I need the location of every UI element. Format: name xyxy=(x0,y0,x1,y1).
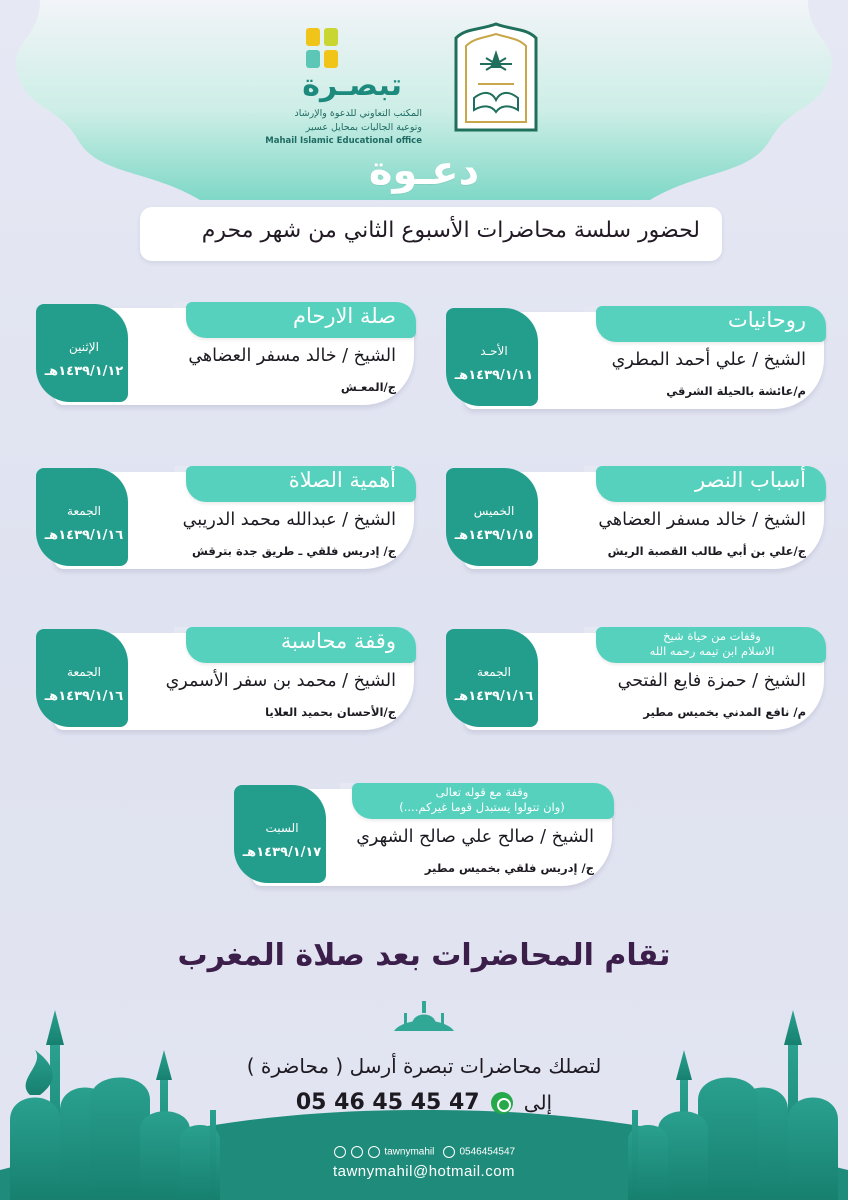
lecture-card xyxy=(36,302,420,410)
lecture-venue: ج/الأحسان بحميد العلايا xyxy=(265,705,396,719)
tabsira-name: تبصـرة xyxy=(302,68,402,103)
lecture-topic-tab xyxy=(596,627,826,663)
lecture-date-badge xyxy=(446,468,538,566)
lecture-topic-line1: وقفة مع قوله تعالى xyxy=(435,785,529,799)
lecture-venue: ج/ إدريس فلقي بخميس مطير xyxy=(424,861,594,875)
lecture-day: السبت xyxy=(265,821,299,835)
lecture-topic-line1: وقفات من حياة شيخ xyxy=(663,629,761,643)
lecture-venue: م/عائشة بالحيلة الشرقي xyxy=(666,384,806,398)
twitter-icon xyxy=(334,1146,346,1158)
whatsapp-number: 05 46 45 45 47 xyxy=(295,1090,480,1115)
lecture-topic-tab xyxy=(352,783,614,819)
lecture-venue: م/ نافع المدني بخميس مطير xyxy=(643,705,806,719)
lecture-topic: أهمية الصلاة xyxy=(288,468,396,492)
lecture-date: ١٤٣٩/١/١٦هـ xyxy=(454,689,534,704)
lecture-topic-tab xyxy=(596,306,826,342)
lecture-date-badge xyxy=(36,304,128,402)
lecture-date: ١٤٣٩/١/١٦هـ xyxy=(44,528,124,543)
lecture-topic-line2: الاسلام ابن تيمه رحمه الله xyxy=(649,644,775,658)
lecture-date: ١٤٣٩/١/١٦هـ xyxy=(44,689,124,704)
lecture-sheikh: الشيخ / محمد بن سفر الأسمري xyxy=(165,671,396,691)
lecture-card xyxy=(36,627,420,735)
lecture-date-badge xyxy=(36,629,128,727)
lecture-day: الخميس xyxy=(473,504,515,518)
whatsapp-icon xyxy=(491,1092,513,1114)
tabsira-office-english: Mahail Islamic Educational office xyxy=(265,136,422,146)
lecture-topic-tab xyxy=(186,466,416,502)
lecture-sheikh: الشيخ / حمزة فايع الفتحي xyxy=(617,671,806,691)
lecture-venue: ج/علي بن أبي طالب القصبة الريش xyxy=(607,544,806,558)
lecture-topic: أسباب النصر xyxy=(695,468,806,492)
lecture-day: الأحـد xyxy=(480,344,508,358)
lecture-date: ١٤٣٩/١/١٧هـ xyxy=(242,845,322,860)
lecture-card xyxy=(446,466,830,574)
lecture-card xyxy=(36,466,420,574)
phone-line xyxy=(0,1090,848,1115)
lecture-card xyxy=(234,783,618,891)
lecture-topic xyxy=(612,629,812,659)
lecture-date: ١٤٣٩/١/١٥هـ xyxy=(454,528,534,543)
lecture-topic xyxy=(364,785,600,815)
lecture-sheikh: الشيخ / خالد مسفر العضاهي xyxy=(188,346,396,366)
social-row xyxy=(334,1146,530,1162)
lecture-card xyxy=(446,306,830,414)
lecture-topic: روحانيات xyxy=(727,308,806,332)
social-phone: 0546454547 xyxy=(459,1146,516,1158)
tabsira-office-line2: وتوعية الجاليات بمحايل عسير xyxy=(305,122,422,133)
lecture-day: الجمعة xyxy=(67,665,101,679)
lecture-date-badge xyxy=(36,468,128,566)
ministry-emblem-icon xyxy=(450,20,542,140)
lecture-sheikh: الشيخ / خالد مسفر العضاهي xyxy=(598,510,806,530)
subscribe-instructions: لتصلك محاضرات تبصرة أرسل ( محاضرة ) xyxy=(246,1054,602,1078)
lecture-topic-line2: (وان تتولوا يستبدل قوما غيركم....) xyxy=(399,800,565,814)
lecture-topic: صلة الارحام xyxy=(292,304,396,328)
tabsira-office-line1: المكتب التعاوني للدعوة والإرشاد xyxy=(294,108,422,119)
lecture-sheikh: الشيخ / عبدالله محمد الدريبي xyxy=(182,510,396,530)
facebook-icon xyxy=(368,1146,380,1158)
lecture-date-badge xyxy=(446,629,538,727)
lecture-day: الإثنين xyxy=(69,340,99,354)
lectures-time-note: تقام المحاضرات بعد صلاة المغرب xyxy=(177,938,671,973)
lecture-topic-tab xyxy=(186,302,416,338)
whatsapp-small-icon xyxy=(443,1146,455,1158)
lecture-topic: وقفة محاسبة xyxy=(280,629,396,653)
tabsira-logo xyxy=(265,20,432,146)
instagram-icon xyxy=(351,1146,363,1158)
mosque-icon xyxy=(394,995,454,1035)
lecture-topic-tab xyxy=(186,627,416,663)
invitation-title: دعـوة xyxy=(368,148,480,194)
lecture-venue: ج/المعـش xyxy=(340,380,396,394)
social-handle: tawnymahil xyxy=(384,1146,435,1158)
lecture-topic-tab xyxy=(596,466,826,502)
lecture-sheikh: الشيخ / علي أحمد المطري xyxy=(611,350,806,370)
subtitle-text: لحضور سلسة محاضرات الأسبوع الثاني من شهر محرم xyxy=(201,218,700,243)
lecture-date: ١٤٣٩/١/١٢هـ xyxy=(44,364,124,379)
lecture-day: الجمعة xyxy=(477,665,511,679)
lecture-venue: ج/ إدريس فلقي ـ طريق جدة بترقش xyxy=(192,544,396,558)
lecture-date: ١٤٣٩/١/١١هـ xyxy=(454,368,534,383)
lecture-date-badge xyxy=(446,308,538,406)
lecture-day: الجمعة xyxy=(67,504,101,518)
subtitle-box xyxy=(140,207,722,261)
to-label: إلى xyxy=(523,1090,553,1115)
lecture-sheikh: الشيخ / صالح علي صالح الشهري xyxy=(356,827,594,847)
lecture-card xyxy=(446,627,830,735)
lecture-date-badge xyxy=(234,785,326,883)
contact-email: tawnymahil@hotmail.com xyxy=(332,1163,516,1180)
